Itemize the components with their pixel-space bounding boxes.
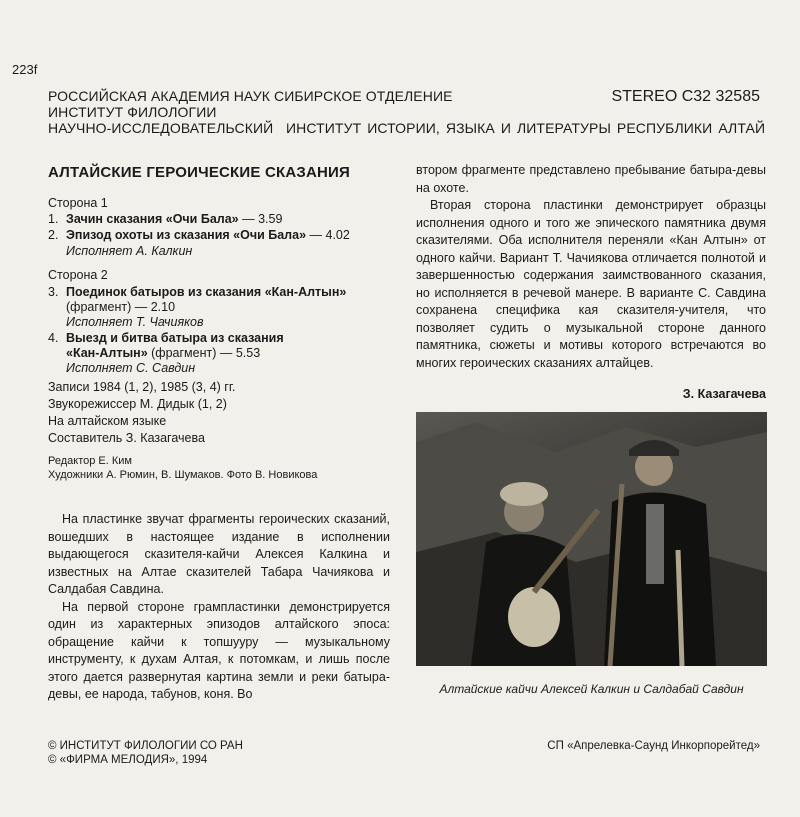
header-institute: ИНСТИТУТ ФИЛОЛОГИИ: [48, 104, 217, 120]
artists-credit: Художники А. Рюмин, В. Шумаков. Фото В. Новикова: [48, 469, 318, 481]
track-title: Зачин сказания «Очи Бала»: [66, 212, 239, 226]
performer: Исполняет А. Калкин: [66, 244, 193, 258]
recording-years: Записи 1984 (1, 2), 1985 (3, 4) гг.: [48, 380, 236, 394]
catalog-number: 223f: [12, 62, 38, 77]
performer: Исполняет С. Савдин: [66, 361, 196, 375]
body-text-right: [416, 162, 766, 372]
track-duration: — 4.02: [309, 228, 350, 242]
album-title: АЛТАЙСКИЕ ГЕРОИЧЕСКИЕ СКАЗАНИЯ: [48, 164, 351, 181]
track-title-cont: «Кан-Алтын»: [66, 346, 148, 360]
header-academy: РОССИЙСКАЯ АКАДЕМИЯ НАУК СИБИРСКОЕ ОТДЕЛЕНИЕ: [48, 88, 453, 104]
performers-photo: [416, 412, 767, 666]
track-number: 3.: [48, 285, 59, 299]
track-title: Эпизод охоты из сказания «Очи Бала»: [66, 228, 307, 242]
sound-engineer: Звукорежиссер М. Дидык (1, 2): [48, 397, 227, 411]
compiler: Составитель З. Казагачева: [48, 431, 205, 445]
paragraph: На пластинке звучат фрагменты героических сказаний, вошедших в настоящее издание в исполнении выдающегося сказителя-кайчи Алексея Калкина и известных на Алтае сказителей Табара Чачиякова и Салдабая Савдина.: [48, 512, 390, 596]
paragraph: Вторая сторона пластинки демонстрирует образцы исполнения одного и того же эпического памятника двумя сказителями. Оба исполнителя переняли «Кан Алтын» от одного кайчи. Вариант Т. Чачиякова отличается полнотой и завершенностью содержания заимствованного сказания, но исполняется в речевой манере. В варианте С. Савдина сохранена специфика кая сказителя-учителя, что позволяет судить о музыкальной стороне данного памятника, сюжеты и мотивы которого встречаются во многих героических сказаниях алтайцев.: [416, 198, 766, 370]
track-duration: — 3.59: [242, 212, 283, 226]
copyright-melodiya: © «ФИРМА МЕЛОДИЯ», 1994: [48, 754, 208, 766]
photo-caption: Алтайские кайчи Алексей Калкин и Салдабай Савдин: [439, 682, 744, 696]
track-number: 2.: [48, 228, 59, 242]
paragraph: втором фрагменте представлено пребывание батыра-девы на охоте.: [416, 163, 766, 195]
performer: Исполняет Т. Чачияков: [66, 315, 204, 329]
photo-illustration: [416, 412, 767, 666]
copyright-institute: © ИНСТИТУТ ФИЛОЛОГИИ СО РАН: [48, 740, 243, 752]
editor-credit: Редактор Е. Ким: [48, 455, 132, 467]
track-number: 4.: [48, 331, 59, 345]
track-duration: (фрагмент) — 2.10: [66, 300, 176, 314]
header-research: НАУЧНО-ИССЛЕДОВАТЕЛЬСКИЙ: [48, 120, 274, 136]
header-institute-altai: ИНСТИТУТ ИСТОРИИ, ЯЗЫКА И ЛИТЕРАТУРЫ РЕСПУБЛИКИ АЛТАЙ: [286, 120, 766, 136]
manufacturer: СП «Апрелевка-Саунд Инкорпорейтед»: [547, 740, 760, 752]
paragraph: На первой стороне грампластинки демонстрируется один из характерных эпизодов алтайского эпоса: обращение кайчи к топшууру — музыкальному инструменту, к духам Алтая, к потомкам, и лишь после этого дается развернутая картина земли и реки батыра-девы, ее народа, табунов, коня. Во: [48, 599, 390, 701]
side-1-label: Сторона 1: [48, 196, 108, 210]
track-duration: (фрагмент) — 5.53: [147, 346, 261, 360]
stereo-catalog: STEREO С32 32585: [611, 88, 760, 105]
track-number: 1.: [48, 212, 59, 226]
track-title: Выезд и битва батыра из сказания: [66, 331, 284, 345]
track-title: Поединок батыров из сказания «Кан-Алтын»: [66, 285, 347, 299]
language-note: На алтайском языке: [48, 414, 167, 428]
side-2-label: Сторона 2: [48, 268, 108, 282]
author-signature: З. Казагачева: [682, 387, 766, 401]
body-text-left: [48, 511, 390, 704]
